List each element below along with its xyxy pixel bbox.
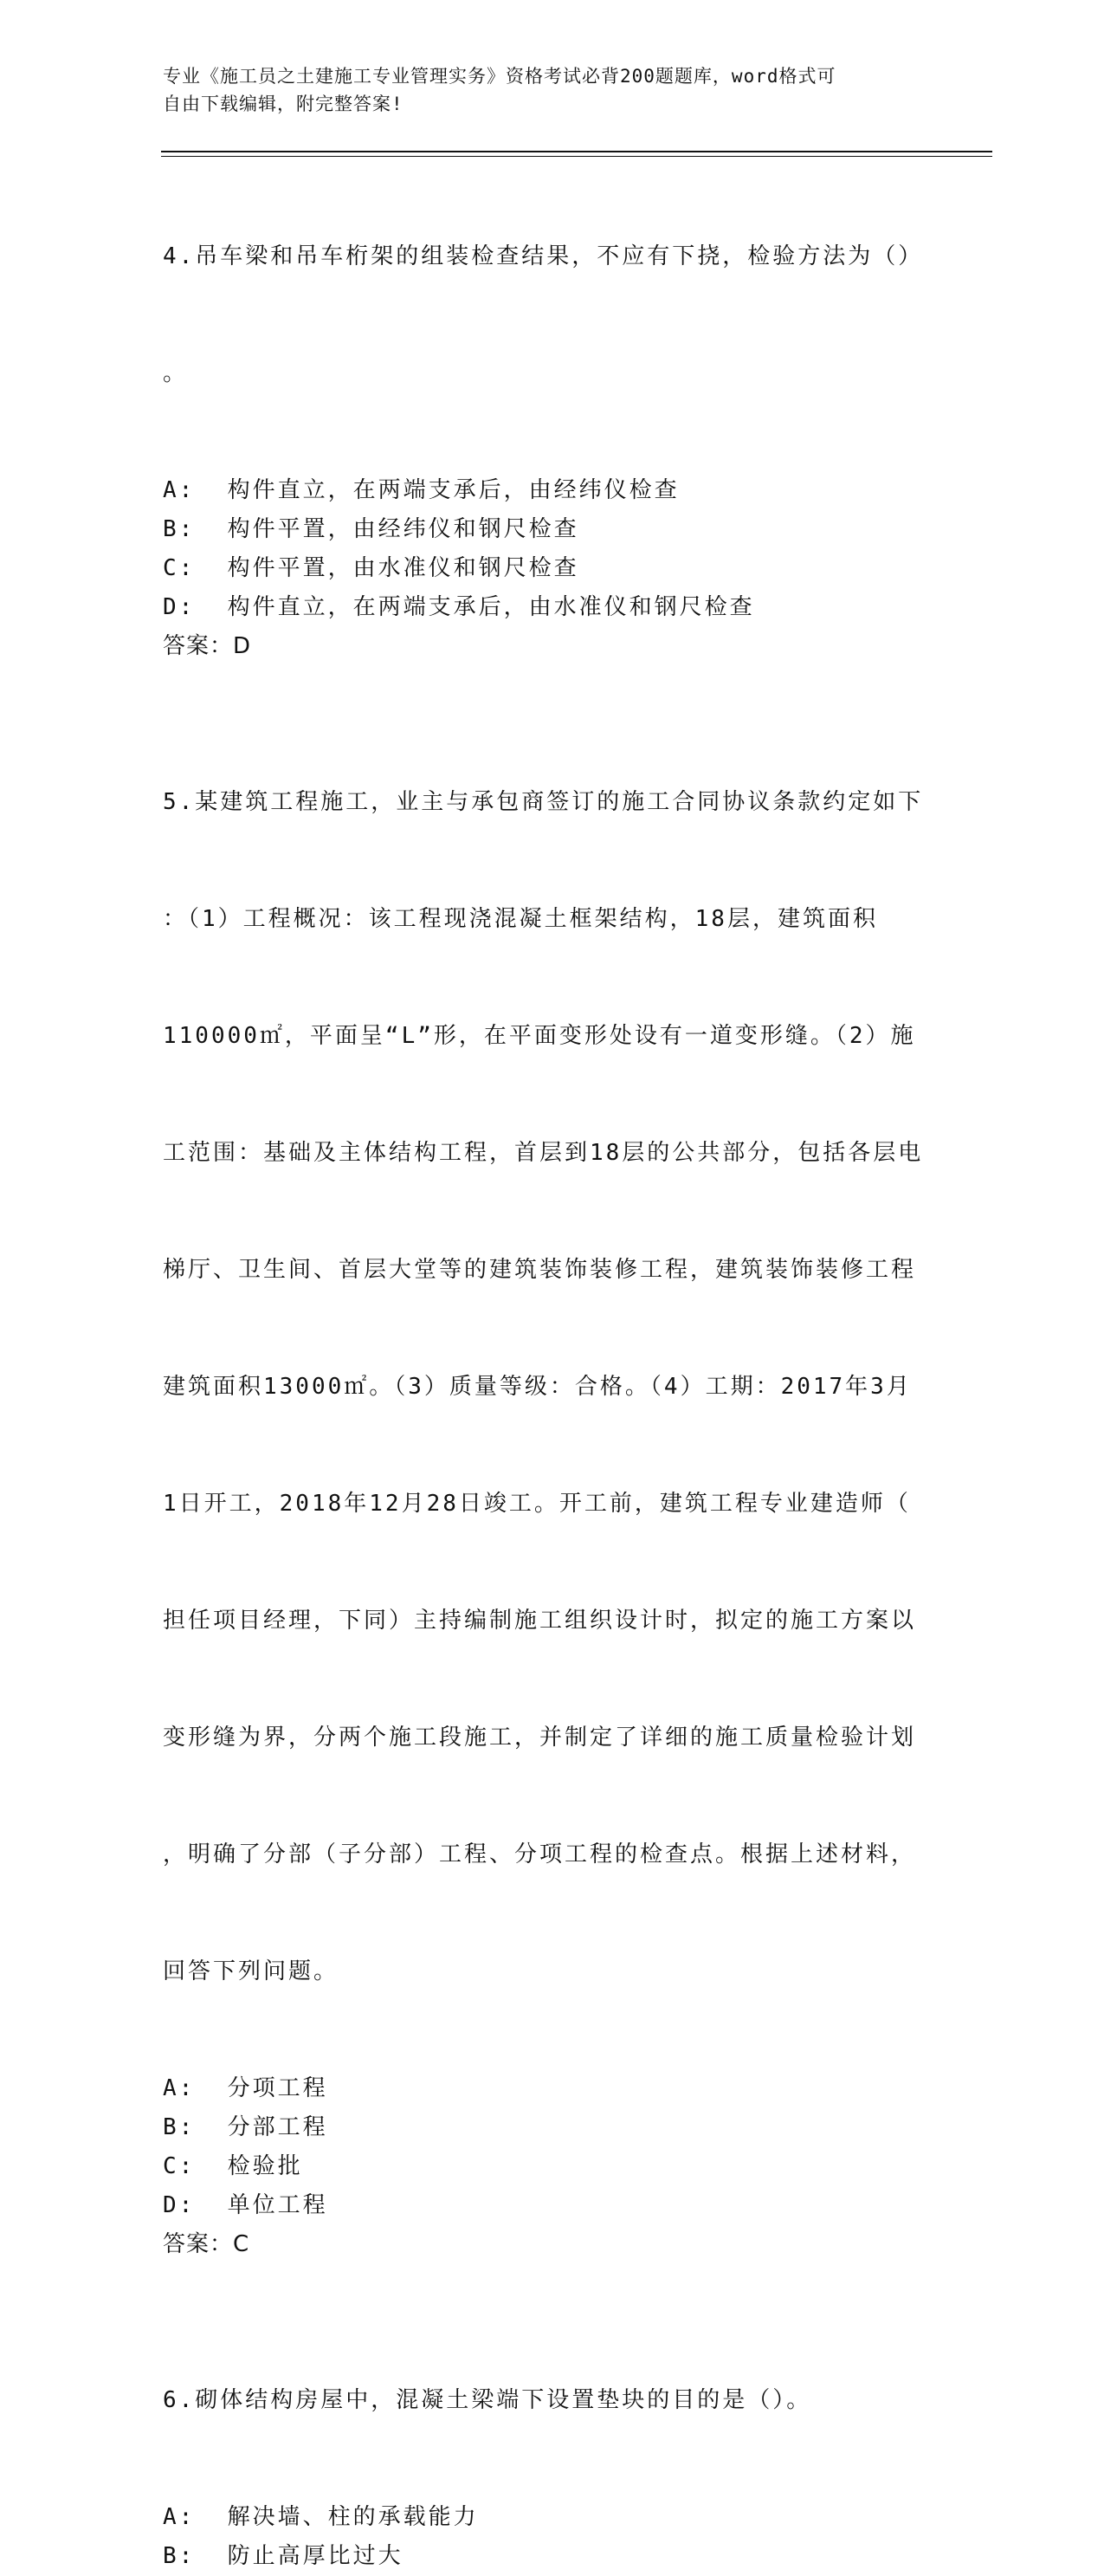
answer-line: 答案：C xyxy=(163,2231,250,2257)
option-d: D: 单位工程 xyxy=(163,2192,328,2218)
question-stem: 5.某建筑工程施工，业主与承包商签订的施工合同协议条款约定如下 ：（1）工程概况：该工程现浇混凝土框架结构，18层，建筑面积 110000㎡，平面呈“L”形，在平面变形处设有一道变形缝。（2）施 工范围：基础及主体结构工程，首层到18层的公共部分，包括各层电 梯厅、卫生间、首层大堂等的建筑装饰装修工程，建筑装饰装修工程 建筑面积13000㎡。（3）质量等级：合格。（4）工期：2017年3月 1日开工，2018年12月28日竣工。开工前，建筑工程专业建造师（ 担任项目经理，下同）主持编制施工组织设计时，拟定的施工方案以 变形缝为界，分两个施工段施工，并制定了详细的施工质量检验计划 ，明确了分部（子分部）工程、分项工程的检查点。根据上述材料， 回答下列问题。 xyxy=(163,789,924,1984)
question-4 xyxy=(163,159,925,666)
option-b: B: 防止高厚比过大 xyxy=(163,2543,404,2569)
option-b: B: 构件平置，由经纬仪和钢尺检查 xyxy=(163,516,579,542)
answer-line: 答案：D xyxy=(163,633,252,659)
option-d: D: 构件直立，在两端支承后，由水准仪和钢尺检查 xyxy=(163,594,755,620)
option-c: C: 检验批 xyxy=(163,2153,303,2179)
question-stem: 4.吊车梁和吊车桁架的组装检查结果，不应有下挠，检验方法为（） 。 xyxy=(163,243,924,386)
question-list xyxy=(163,159,925,2576)
option-a: A: 构件直立，在两端支承后，由经纬仪检查 xyxy=(163,477,680,503)
header-line-2: 自由下载编辑，附完整答案! xyxy=(163,94,404,114)
header-divider-thick xyxy=(161,151,992,152)
option-a: A: 分项工程 xyxy=(163,2075,328,2101)
document-header xyxy=(163,62,925,118)
spacer xyxy=(163,2264,925,2303)
header-divider-thin xyxy=(161,156,992,157)
question-5 xyxy=(163,705,925,2264)
question-6 xyxy=(163,2303,925,2576)
option-a: A: 解决墙、柱的承载能力 xyxy=(163,2504,479,2530)
option-c: C: 构件平置，由水准仪和钢尺检查 xyxy=(163,555,579,581)
header-line-1: 专业《施工员之土建施工专业管理实务》资格考试必背200题题库，word格式可 xyxy=(163,66,836,87)
question-stem: 6.砌体结构房屋中，混凝土梁端下设置垫块的目的是（）。 xyxy=(163,2387,812,2413)
spacer xyxy=(163,666,925,705)
option-b: B: 分部工程 xyxy=(163,2114,328,2140)
